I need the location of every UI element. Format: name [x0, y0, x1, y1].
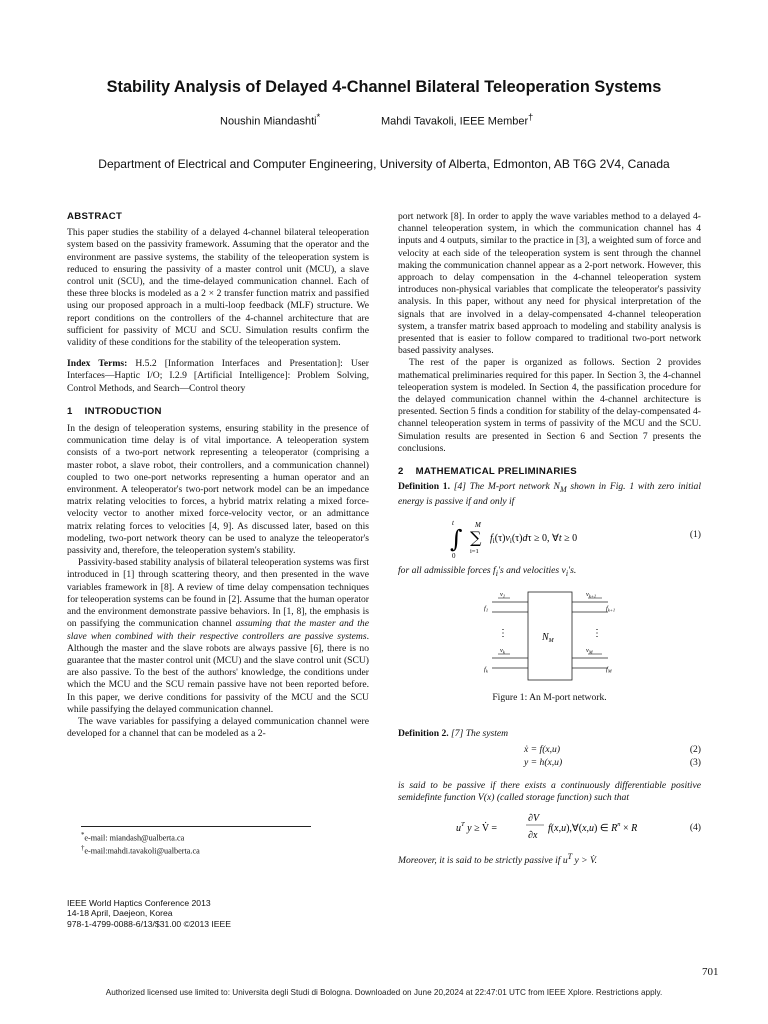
svg-text:∑: ∑: [470, 527, 482, 547]
definition-1-tail: for all admissible forces $f_i's$ and velocities $v_i's$.: [398, 564, 577, 578]
svg-text:uT y ≥ V̇ =: $u^T$ y ≥ V̇ =: [456, 820, 498, 834]
svg-text:f(x,u),∀(x,u) ∈ Rn × R: f(x,u),∀(x,u) ∈ $R^n \times R$: [548, 820, 638, 834]
author-1: Noushin Miandashti*: [220, 112, 321, 128]
svg-text:fk+1: $f_{k+1}$: [605, 604, 615, 613]
intro-paragraph-2: Passivity-based stability analysis of bilateral teleoperation systems was first introduced in [1] through scattering theory, and then presented in the wave variables framework in [8]. A review of time delay compensation techniques for teleoperation systems can be found in [2]. Assume that the human operator and the environment demonstrate passive behaviors. In [1, 8], the emphasis is on passifying the communication channel assuming that the master and the slave when combined with their respective controllers are passive systems. Although the master and the slave robots are always passive [6], there is no guarantee that the master control unit (MCU) and the slave control unit (SCU) are also passive. To the best of the authors' knowledge, the conditions under which the MCU and the SCU remain passive have not been reported before. In this paper, we derive conditions for passivity of the MCU and the SCU while passifying the delayed communication channel.: [67, 557, 369, 715]
svg-text:fi(τ)vi(τ)dτ ≥ 0, ∀t ≥ 0: $f_i(\tau)v_i(\tau)d\tau \ge 0$, ∀t ≥ 0: [490, 532, 578, 545]
svg-text:∫: ∫: [450, 524, 463, 553]
author-2: Mahdi Tavakoli, IEEE Member†: [381, 112, 534, 128]
network-block-label: $N_M$: [541, 631, 554, 644]
footnote-rule: [81, 826, 311, 827]
equation-2-number: (2): [689, 744, 701, 756]
figure-1-caption: Figure 1: An M-port network.: [492, 691, 607, 703]
abstract-heading: ABSTRACT: [67, 211, 123, 222]
abstract-text: This paper studies the stability of a delayed 4-channel bilateral teleoperation system based on the passivity framework. Assuming that the operator and the environment are passive systems, the stability of the teleoperation system is reduced to ensuring the passivity of a master control unit (MCU), a slave control unit (SCU), and the time-delayed communication channel. Each of these three blocks is modeled as a 2 × 2 transfer function matrix and passified using our proposed approach in a multi-loop feedback (MLF) structure. We report conditions on the controllers of the 4-channel architecture that are sufficient for passivity of MCU and SCU. Simulation results confirm the validity of these conditions for the stability of the teleoperation system.: [67, 227, 369, 349]
svg-text:⋮: ⋮: [591, 627, 602, 639]
svg-text:∂V: ∂V: [528, 812, 540, 824]
svg-text:∂x: ∂x: [528, 829, 538, 841]
equation-1-number: (1): [689, 528, 701, 540]
svg-text:vM: $v_M$: [585, 646, 593, 655]
network-block: [528, 592, 572, 680]
authorized-use-note: Authorized licensed use limited to: Universita degli Studi di Bologna. Downloaded on June 20,2024 at 22:47:01 UTC from IEEE Xplore. Restrictions apply.: [105, 988, 663, 997]
svg-text:M: M: [475, 520, 481, 529]
equation-1-math: [448, 515, 658, 559]
equation-1: [398, 515, 701, 559]
page-number: 701: [702, 966, 719, 978]
equation-4: [398, 807, 701, 847]
definition-1: Definition 1. [4] The M-port network $N_M$ shown in Fig. 1 with zero initial energy is passive if and only if: [398, 481, 702, 508]
equation-4-math: [456, 807, 696, 847]
svg-text:0: 0: [452, 551, 456, 559]
conference-info: [67, 898, 231, 929]
right-column: [398, 211, 701, 867]
intro-paragraph-3: The wave variables for passifying a delayed communication channel were developed for a channel that can be modeled as a 2-: [67, 715, 369, 740]
section-2-heading: 2 MATHEMATICAL PRELIMINARIES: [398, 466, 577, 478]
equation-3-number: (3): [689, 757, 701, 769]
svg-text:⋮: ⋮: [497, 627, 508, 639]
conference-isbn: 978-1-4799-0088-6/13/$31.00 ©2013 IEEE: [67, 918, 232, 929]
intro-paragraph-1: In the design of teleoperation systems, ensuring stability in the presence of communication time delay is of vital importance. A teleoperation system consists of a two-port network representing a teleoperator (comprising a master robot, a slave robot, their controllers, and a communication channel) coupled to two one-port networks representing a human operator and an environment. A teleoperator's two-port network model can be an impedance matrix relating velocities to forces, a hybrid matrix relating a mixed force-velocity vector to another mixed force-velocity vector, or an admittance matrix relating forces to velocities [4, 9]. As discussed later, based on this modeling, two-port network theory can be used to analyze the teleoperator's passivity and, therefore, the teleoperation system's stability.: [67, 423, 369, 557]
section-1-heading: 1 INTRODUCTION: [67, 405, 162, 417]
svg-text:v1: $v_1$: [499, 590, 505, 599]
svg-text:t: t: [452, 518, 454, 527]
svg-text:fM: $f_M$: [605, 665, 612, 674]
svg-text:f1: $f_1$: [483, 604, 488, 613]
footnotes: [67, 826, 369, 856]
paper-title: Stability Analysis of Delayed 4-Channel Bilateral Teleoperation Systems: [106, 78, 662, 96]
right-paragraph-1: port network [8]. In order to apply the wave variables method to a delayed 4-channel teleoperation system, in which the communication channel has 4 inputs and 4 outputs, similar to the practice in [3], a weighted sum of force and velocity at each side of the teleoperation system is sent through the channel making the communication channel appear as a 2-port network. However, this approach to delay compensation in the 4-channel teleoperation system introduces non-physical variables that complicate the teleoperator's passivity analysis. In this paper, without any need for physical interpretation of the signals that are involved in a delay-compensated 4-channel teleoperation system, a transfer matrix based approach to modeling and stability analysis is presented that is easier to follow compared to traditional two-port network based passivity analyses.: [398, 211, 701, 357]
footnote-2: †e-mail:mahdi.tavakoli@ualberta.ca: [81, 844, 200, 856]
conference-name: IEEE World Haptics Conference 2013: [67, 898, 211, 908]
definition-2: Definition 2. [7] The system: [398, 727, 509, 739]
affiliation: Department of Electrical and Computer Engineering, University of Alberta, Edmonton, AB T6G 2V4, Canada: [98, 157, 670, 171]
right-paragraph-2: The rest of the paper is organized as follows. Section 2 provides mathematical preliminaries required for this paper. In Section 3, the 4-channel teleoperation system is modeled. In Section 4, the passification procedure for the delayed communication channel within the 4-channel architecture is presented. Section 5 finds a condition for stability of the delay-compensated 4-channel teleoperation system in terms of passivity of the MCU and the SCU. Simulation results are presented in Section 6 and Section 7 presents the conclusions.: [398, 357, 701, 454]
index-terms: Index Terms: H.5.2 [Information Interfaces and Presentation]: User Interfaces—Haptic I/O; I.2.9 [Artificial Intelligence]: Problem Solving, Control Methods, and Search—Control theory: [67, 358, 370, 394]
svg-text:vk: $v_k$: [499, 646, 505, 655]
svg-text:fk: $f_k$: [483, 665, 488, 674]
equation-4-number: (4): [689, 821, 701, 833]
footnote-1: *e-mail: miandash@ualberta.ca: [81, 832, 185, 843]
svg-text:i=1: i=1: [470, 547, 479, 555]
figure-1-mport-network: [480, 584, 620, 684]
strict-passivity-line: Moreover, it is said to be strictly passive if $u^T$ y > V̇.: [398, 851, 598, 866]
definition-2-text: is said to be passive if there exists a continuously differentiable positive semidefinte function V(x) (called storage function) such that: [398, 780, 701, 804]
equation-2: ẋ = f(x,u): [524, 744, 561, 756]
equation-3: y = h(x,u): [524, 757, 563, 769]
svg-text:vk+1: $v_{k+1}$: [585, 590, 596, 599]
equations-2-3: [398, 744, 701, 772]
conference-dates: 14-18 April, Daejeon, Korea: [67, 908, 173, 919]
left-column: [67, 211, 369, 740]
